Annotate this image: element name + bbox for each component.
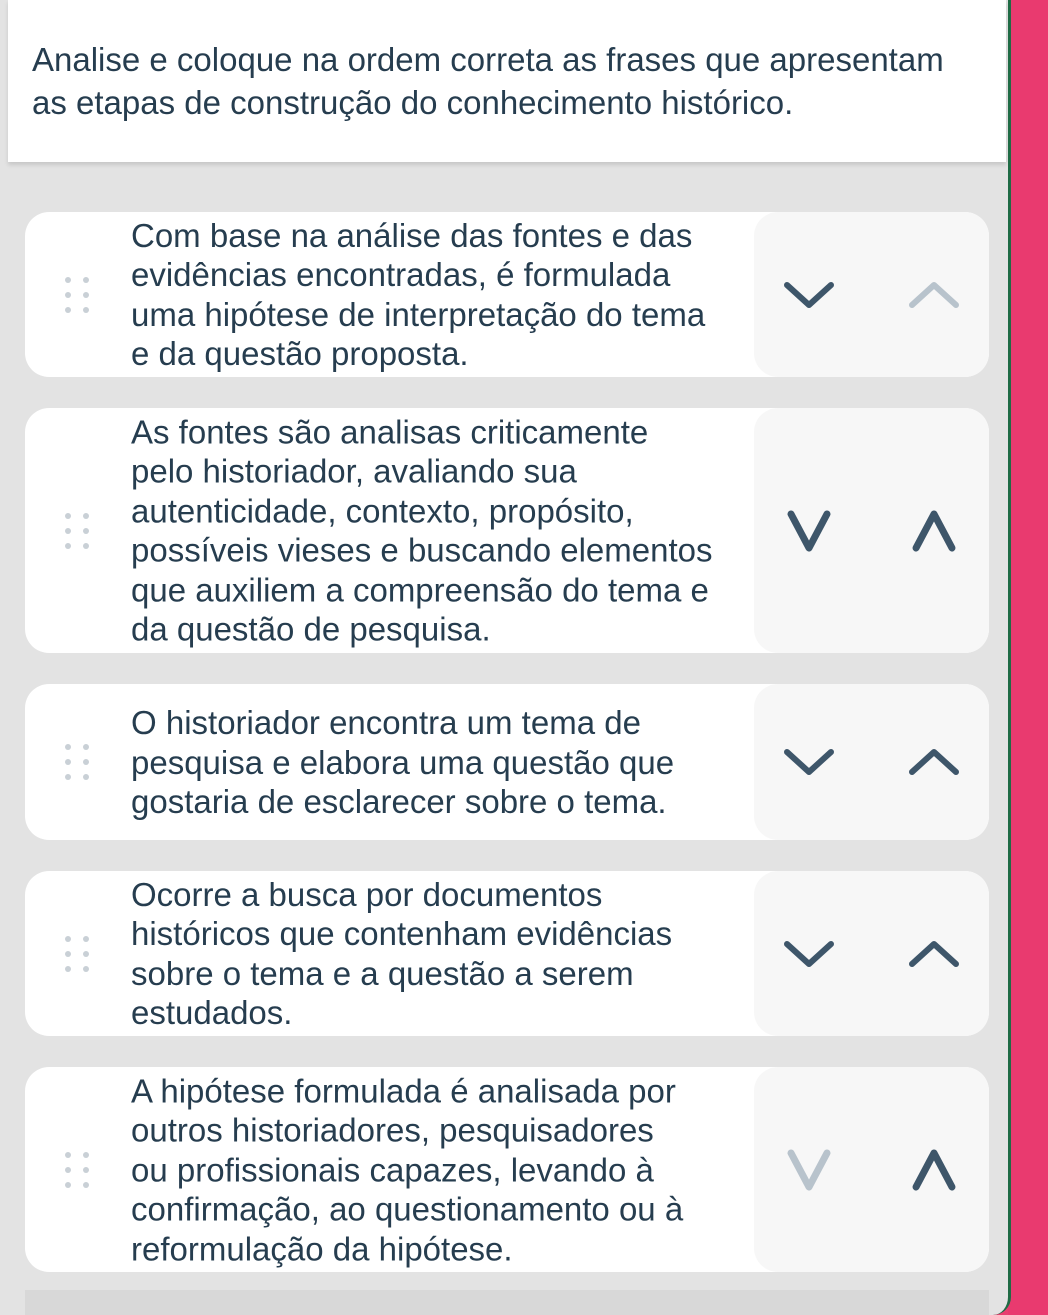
grip-dot xyxy=(65,277,71,283)
move-down-button[interactable] xyxy=(774,501,844,561)
chevron-up-icon xyxy=(904,1145,964,1195)
move-up-button[interactable] xyxy=(899,1140,969,1200)
grip-dot xyxy=(83,528,89,534)
item-text-line: uma hipótese de interpretação do tema xyxy=(131,295,706,333)
ordering-item-5[interactable] xyxy=(25,1067,989,1272)
move-up-button[interactable] xyxy=(899,732,969,792)
right-accent-bar xyxy=(1008,0,1048,1315)
chevron-down-icon xyxy=(779,506,839,556)
item-text-line: sobre o tema e a questão a serem xyxy=(131,954,634,992)
drag-handle-icon[interactable] xyxy=(63,742,93,782)
item-text-line: ou profissionais capazes, levando à xyxy=(131,1150,654,1188)
item-text xyxy=(131,216,741,374)
grip-dot xyxy=(65,744,71,750)
chevron-down-icon xyxy=(779,742,839,782)
chevron-down-icon xyxy=(779,934,839,974)
drag-handle-icon[interactable] xyxy=(63,934,93,974)
item-text xyxy=(131,412,741,649)
grip-dot xyxy=(83,543,89,549)
item-text-line: outros historiadores, pesquisadores xyxy=(131,1111,654,1149)
grip-dot xyxy=(65,292,71,298)
drag-handle-icon[interactable] xyxy=(63,1150,93,1190)
grip-dot xyxy=(83,307,89,313)
item-text-line: reformulação da hipótese. xyxy=(131,1229,513,1267)
item-text-line: pesquisa e elabora uma questão que xyxy=(131,743,675,781)
grip-dot xyxy=(83,292,89,298)
ordering-item-3[interactable] xyxy=(25,684,989,840)
item-text-line: Com base na análise das fontes e das xyxy=(131,216,693,254)
question-line-1: Analise e coloque na ordem correta as frases que apresentam xyxy=(32,41,944,78)
item-text xyxy=(131,875,741,1033)
grip-dot xyxy=(65,936,71,942)
grip-dot xyxy=(83,744,89,750)
grip-dot xyxy=(65,774,71,780)
move-down-button[interactable] xyxy=(774,1140,844,1200)
move-down-button[interactable] xyxy=(774,265,844,325)
grip-dot xyxy=(65,307,71,313)
item-text-line: da questão de pesquisa. xyxy=(131,610,491,648)
item-text-line: estudados. xyxy=(131,994,293,1031)
grip-dot xyxy=(65,951,71,957)
move-up-button[interactable] xyxy=(899,924,969,984)
grip-dot xyxy=(65,543,71,549)
ordering-item-1[interactable] xyxy=(25,212,989,377)
grip-dot xyxy=(83,1167,89,1173)
item-text-line: As fontes são analisas criticamente xyxy=(131,413,649,450)
item-text-line: O historiador encontra um tema de xyxy=(131,703,641,741)
item-text-line: Ocorre a busca por documentos xyxy=(131,875,603,913)
item-text-line: gostaria de esclarecer sobre o tema. xyxy=(131,782,667,820)
item-text-line: A hipótese formulada é analisada por xyxy=(131,1071,676,1109)
chevron-down-icon xyxy=(779,1145,839,1195)
ordering-item-2[interactable] xyxy=(25,408,989,653)
grip-dot xyxy=(65,1167,71,1173)
item-text xyxy=(131,703,741,822)
grip-dot xyxy=(83,513,89,519)
grip-dot xyxy=(65,528,71,534)
grip-dot xyxy=(83,774,89,780)
item-text-line: que auxiliem a compreensão do tema e xyxy=(131,571,709,608)
chevron-up-icon xyxy=(904,506,964,556)
reorder-controls xyxy=(754,684,989,840)
question-line-2: as etapas de construção do conhecimento histórico. xyxy=(32,84,794,121)
move-up-button[interactable] xyxy=(899,265,969,325)
grip-dot xyxy=(83,936,89,942)
move-up-button[interactable] xyxy=(899,501,969,561)
item-text-line: confirmação, ao questionamento ou à xyxy=(131,1190,684,1228)
item-text-line: autenticidade, contexto, propósito, xyxy=(131,492,634,529)
grip-dot xyxy=(83,277,89,283)
item-text-line: pelo historiador, avaliando sua xyxy=(131,452,577,490)
drag-handle-icon[interactable] xyxy=(63,511,93,551)
item-text-line: possíveis vieses e buscando elementos xyxy=(131,531,713,569)
question-header xyxy=(8,0,1006,162)
reorder-controls xyxy=(754,212,989,377)
grip-dot xyxy=(65,1182,71,1188)
reorder-controls xyxy=(754,408,989,653)
move-down-button[interactable] xyxy=(774,732,844,792)
grip-dot xyxy=(65,759,71,765)
grip-dot xyxy=(83,759,89,765)
item-text-line: e da questão proposta. xyxy=(131,335,469,372)
grip-dot xyxy=(83,1182,89,1188)
question-text xyxy=(32,38,982,124)
chevron-up-icon xyxy=(904,742,964,782)
item-text-line: históricos que contenham evidências xyxy=(131,915,673,952)
grip-dot xyxy=(83,1152,89,1158)
ordering-item-4[interactable] xyxy=(25,871,989,1036)
chevron-up-icon xyxy=(904,934,964,974)
grip-dot xyxy=(83,951,89,957)
grip-dot xyxy=(65,513,71,519)
item-text xyxy=(131,1071,741,1269)
grip-dot xyxy=(83,966,89,972)
item-text-line: evidências encontradas, é formulada xyxy=(131,256,671,293)
reorder-controls xyxy=(754,871,989,1036)
grip-dot xyxy=(65,1152,71,1158)
drag-handle-icon[interactable] xyxy=(63,275,93,315)
chevron-down-icon xyxy=(779,275,839,315)
grip-dot xyxy=(65,966,71,972)
chevron-up-icon xyxy=(904,275,964,315)
next-item-peek xyxy=(25,1290,989,1315)
move-down-button[interactable] xyxy=(774,924,844,984)
reorder-controls xyxy=(754,1067,989,1272)
